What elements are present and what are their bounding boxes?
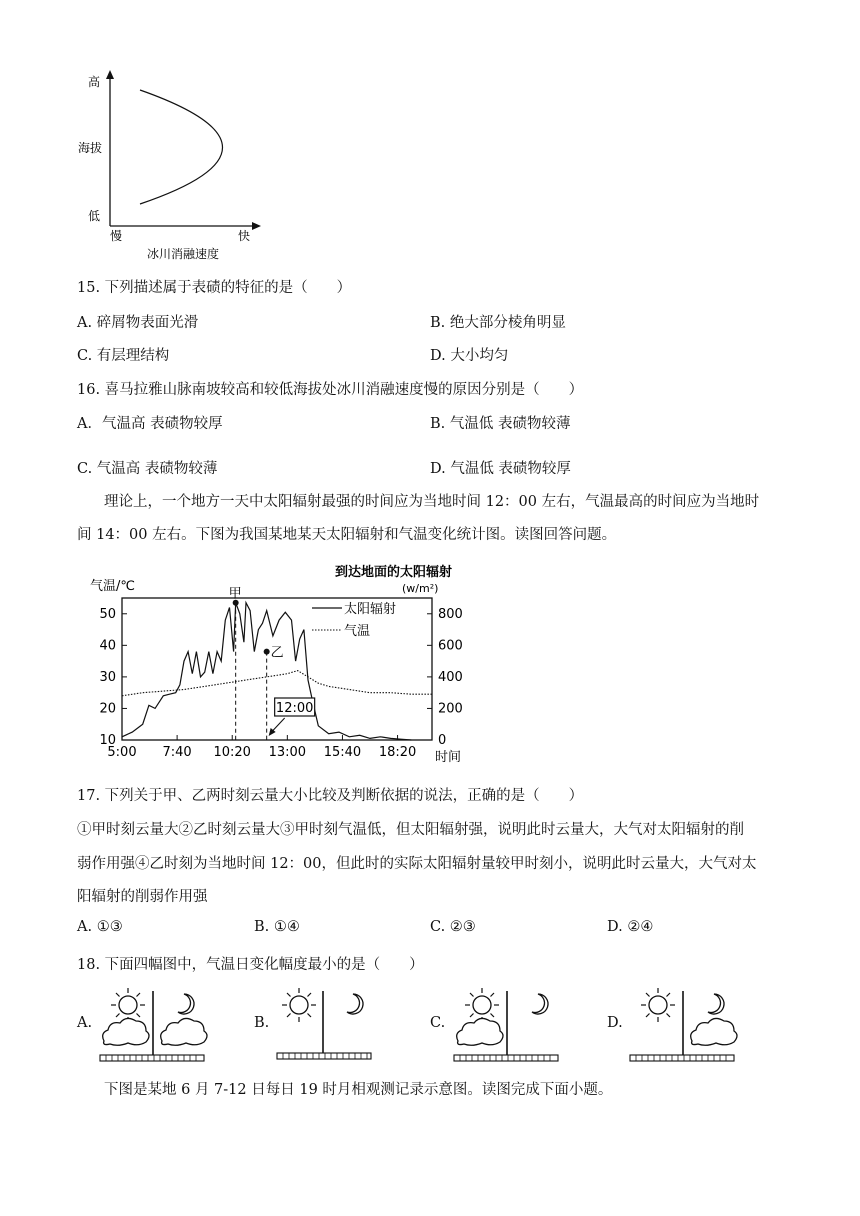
q18-figure-a xyxy=(98,985,208,1065)
chart-title: 到达地面的太阳辐射 xyxy=(335,565,453,580)
y-left-tick-label: 10 xyxy=(99,733,116,748)
y-left-tick-label: 50 xyxy=(99,606,116,622)
x-tick-label: 10:20 xyxy=(213,745,251,760)
series-temperature-line xyxy=(122,671,432,696)
x-tick-label: 15:40 xyxy=(323,745,362,760)
x-axis-label: 时间 xyxy=(435,750,462,765)
q18-option-b: B. xyxy=(254,1015,270,1031)
q18-figure-d xyxy=(628,985,738,1065)
x-axis-label: 冰川消融速度 xyxy=(147,247,220,261)
y-high-label: 高 xyxy=(88,75,101,89)
radiation-temperature-chart xyxy=(80,558,463,768)
y-left-tick-label: 40 xyxy=(99,638,116,654)
y-right-axis-label: (w/m²) xyxy=(402,582,439,595)
q17-option-c: C. ②③ xyxy=(430,919,476,935)
q17-option-d: D. ②④ xyxy=(607,919,654,935)
x-tick-label: 18:20 xyxy=(378,745,417,760)
legend-radiation-label: 太阳辐射 xyxy=(344,602,397,617)
q15-stem: 15. 下列描述属于表碛的特征的是（ ） xyxy=(77,280,352,296)
intro-line-2: 间 14：00 左右。下图为我国某地某天太阳辐射和气温变化统计图。读图回答问题。 xyxy=(77,527,617,543)
q16-stem: 16. 喜马拉雅山脉南坡较高和较低海拔处冰川消融速度慢的原因分别是（ ） xyxy=(77,382,584,398)
intro-line-1: 理论上，一个地方一天中太阳辐射最强的时间应为当地时间 12：00 左右，气温最高的时间应为当地时 xyxy=(104,494,760,510)
point-yi xyxy=(264,649,270,655)
y-left-tick-label: 30 xyxy=(99,669,116,685)
x-tick-label: 5:00 xyxy=(107,745,137,760)
q18-figure-c xyxy=(452,985,562,1065)
q16-option-b: B. 气温低 表碛物较薄 xyxy=(430,416,571,432)
y-left-axis-label: 气温/℃ xyxy=(90,579,135,594)
q17-stem: 17. 下列关于甲、乙两时刻云量大小比较及判断依据的说法，正确的是（ ） xyxy=(77,788,584,804)
q17-line-1: ①甲时刻云量大②乙时刻云量大③甲时刻气温低，但太阳辐射强，说明此时云量大，大气对太阳辐射的削 xyxy=(77,822,744,838)
q16-option-c: C. 气温高 表碛物较薄 xyxy=(77,461,218,477)
y-right-tick-label: 200 xyxy=(438,701,463,717)
noon-box-label: 12:00 xyxy=(275,701,314,716)
glacier-figure xyxy=(75,68,275,268)
q17-option-a: A. ①③ xyxy=(77,919,123,935)
q18-figure-b xyxy=(275,985,385,1065)
y-low-label: 低 xyxy=(88,209,101,223)
y-right-tick-label: 600 xyxy=(438,638,463,654)
q17-line-2: 弱作用强④乙时刻为当地时间 12：00，但此时的实际太阳辐射量较甲时刻小，说明此时云量大，大气对太 xyxy=(77,856,757,872)
q15-option-b: B. 绝大部分棱角明显 xyxy=(430,315,566,331)
y-right-tick-label: 400 xyxy=(438,669,463,685)
glacier-curve xyxy=(140,90,223,204)
q18-option-d: D. xyxy=(607,1015,623,1031)
q15-option-d: D. 大小均匀 xyxy=(430,348,509,364)
x-fast-label: 快 xyxy=(238,229,251,243)
x-slow-label: 慢 xyxy=(110,229,123,243)
q18-stem: 18. 下面四幅图中，气温日变化幅度最小的是（ ） xyxy=(77,957,424,973)
plot-frame xyxy=(122,598,432,740)
y-right-tick-label: 0 xyxy=(438,733,447,748)
y-left-tick-label: 20 xyxy=(99,701,116,717)
q18-option-a: A. xyxy=(77,1015,93,1031)
outro-text: 下图是某地 6 月 7-12 日每日 19 时月相观测记录示意图。读图完成下面小题。 xyxy=(104,1082,613,1098)
x-tick-label: 13:00 xyxy=(268,745,307,760)
y-axis-label: 海拔 xyxy=(78,141,103,155)
q15-option-a: A. 碎屑物表面光滑 xyxy=(77,315,199,331)
q16-option-d: D. 气温低 表碛物较厚 xyxy=(430,461,571,477)
q17-line-3: 阳辐射的削弱作用强 xyxy=(77,889,208,905)
y-right-tick-label: 800 xyxy=(438,606,463,622)
q18-option-c: C. xyxy=(430,1015,446,1031)
point-jia-label: 甲 xyxy=(228,586,242,602)
q16-option-a: A．气温高 表碛物较厚 xyxy=(77,416,223,432)
x-tick-label: 7:40 xyxy=(162,745,192,760)
q15-option-c: C. 有层理结构 xyxy=(77,348,170,364)
point-yi-label: 乙 xyxy=(270,645,284,661)
q17-option-b: B. ①④ xyxy=(254,919,300,935)
legend-temperature-label: 气温 xyxy=(344,624,371,639)
